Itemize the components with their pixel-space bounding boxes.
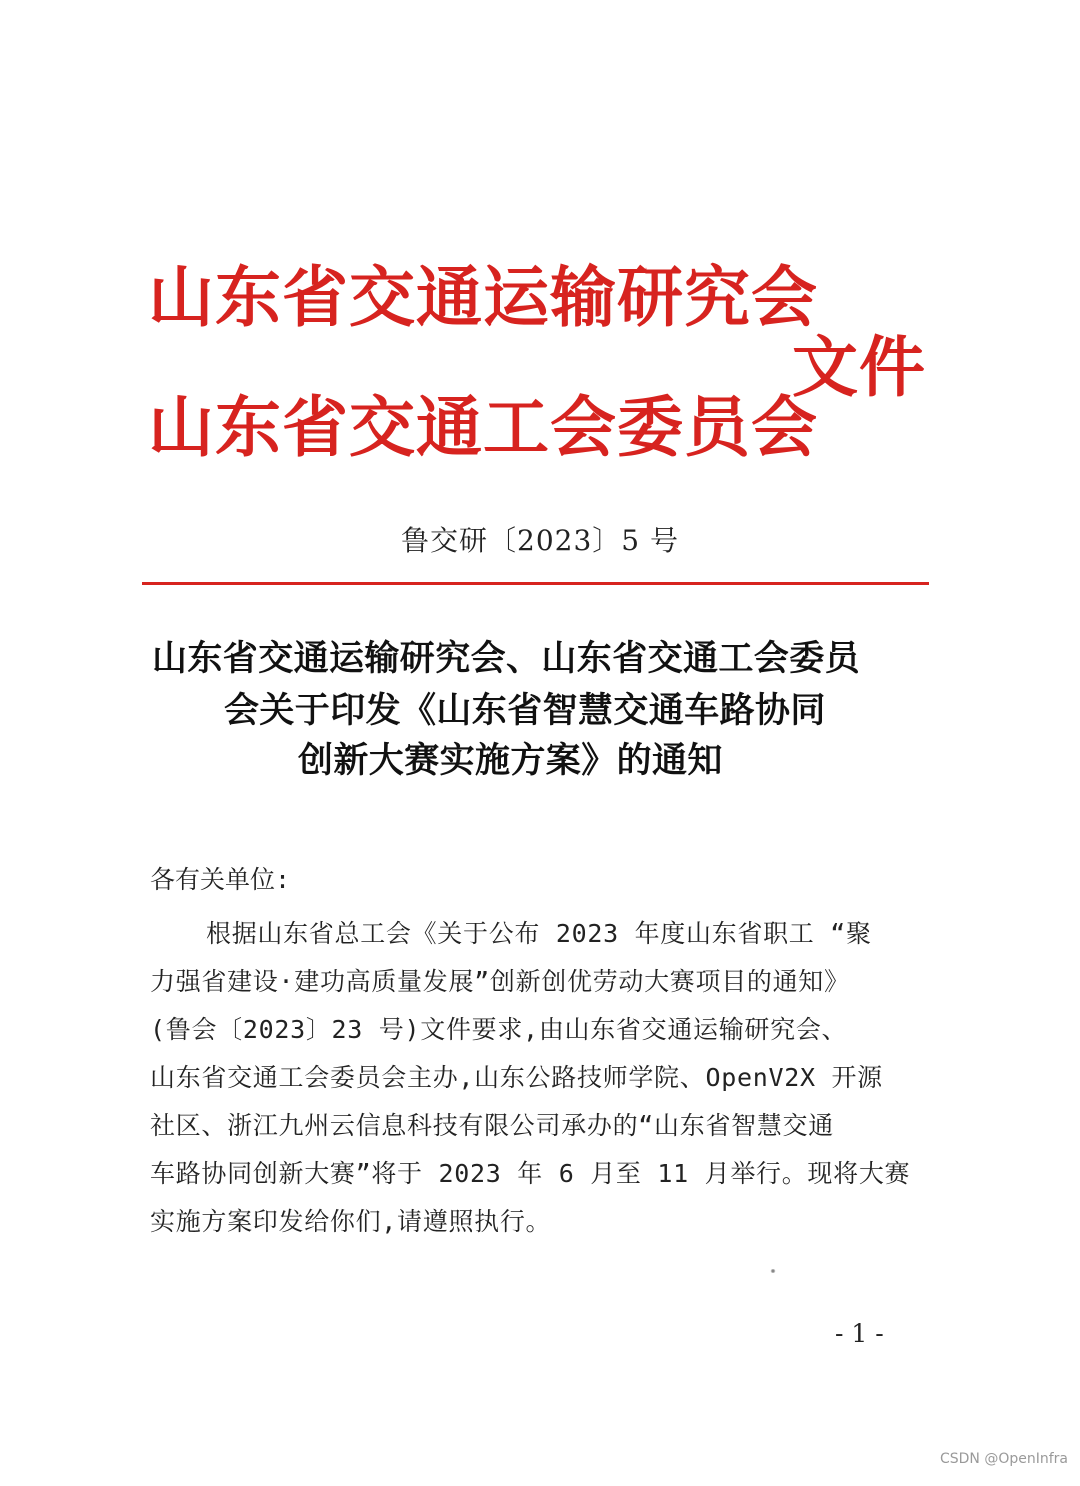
body-line: 实施方案印发给你们,请遵照执行。 bbox=[150, 1207, 552, 1236]
scan-speck bbox=[770, 1269, 776, 1273]
salutation: 各有关单位: bbox=[150, 865, 291, 894]
letterhead-org-2: 山东省交通工会委员会 bbox=[148, 388, 818, 466]
notice-title-line-2: 会关于印发《山东省智慧交通车路协同 bbox=[224, 690, 826, 731]
body-line: (鲁会〔2023〕23 号)文件要求,由山东省交通运输研究会、 bbox=[150, 1015, 848, 1044]
body-line: 山东省交通工会委员会主办,山东公路技师学院、OpenV2X 开源 bbox=[150, 1063, 883, 1092]
red-divider bbox=[142, 582, 929, 585]
letterhead-doc-type: 文件 bbox=[792, 328, 926, 406]
body-line: 根据山东省总工会《关于公布 2023 年度山东省职工 “聚 bbox=[206, 919, 872, 948]
body-line: 力强省建设·建功高质量发展”创新创优劳动大赛项目的通知》 bbox=[150, 967, 850, 996]
body-line: 车路协同创新大赛”将于 2023 年 6 月至 11 月举行。现将大赛 bbox=[150, 1159, 911, 1188]
page-number: - 1 - bbox=[835, 1319, 884, 1348]
letterhead-org-1: 山东省交通运输研究会 bbox=[148, 258, 818, 336]
notice-title-line-3: 创新大赛实施方案》的通知 bbox=[298, 740, 723, 781]
notice-title-line-1: 山东省交通运输研究会、山东省交通工会委员 bbox=[152, 638, 861, 679]
document-number: 鲁交研〔2023〕5 号 bbox=[401, 524, 679, 557]
body-line: 社区、浙江九州云信息科技有限公司承办的“山东省智慧交通 bbox=[150, 1111, 834, 1140]
watermark: CSDN @OpenInfra bbox=[939, 1451, 1068, 1467]
